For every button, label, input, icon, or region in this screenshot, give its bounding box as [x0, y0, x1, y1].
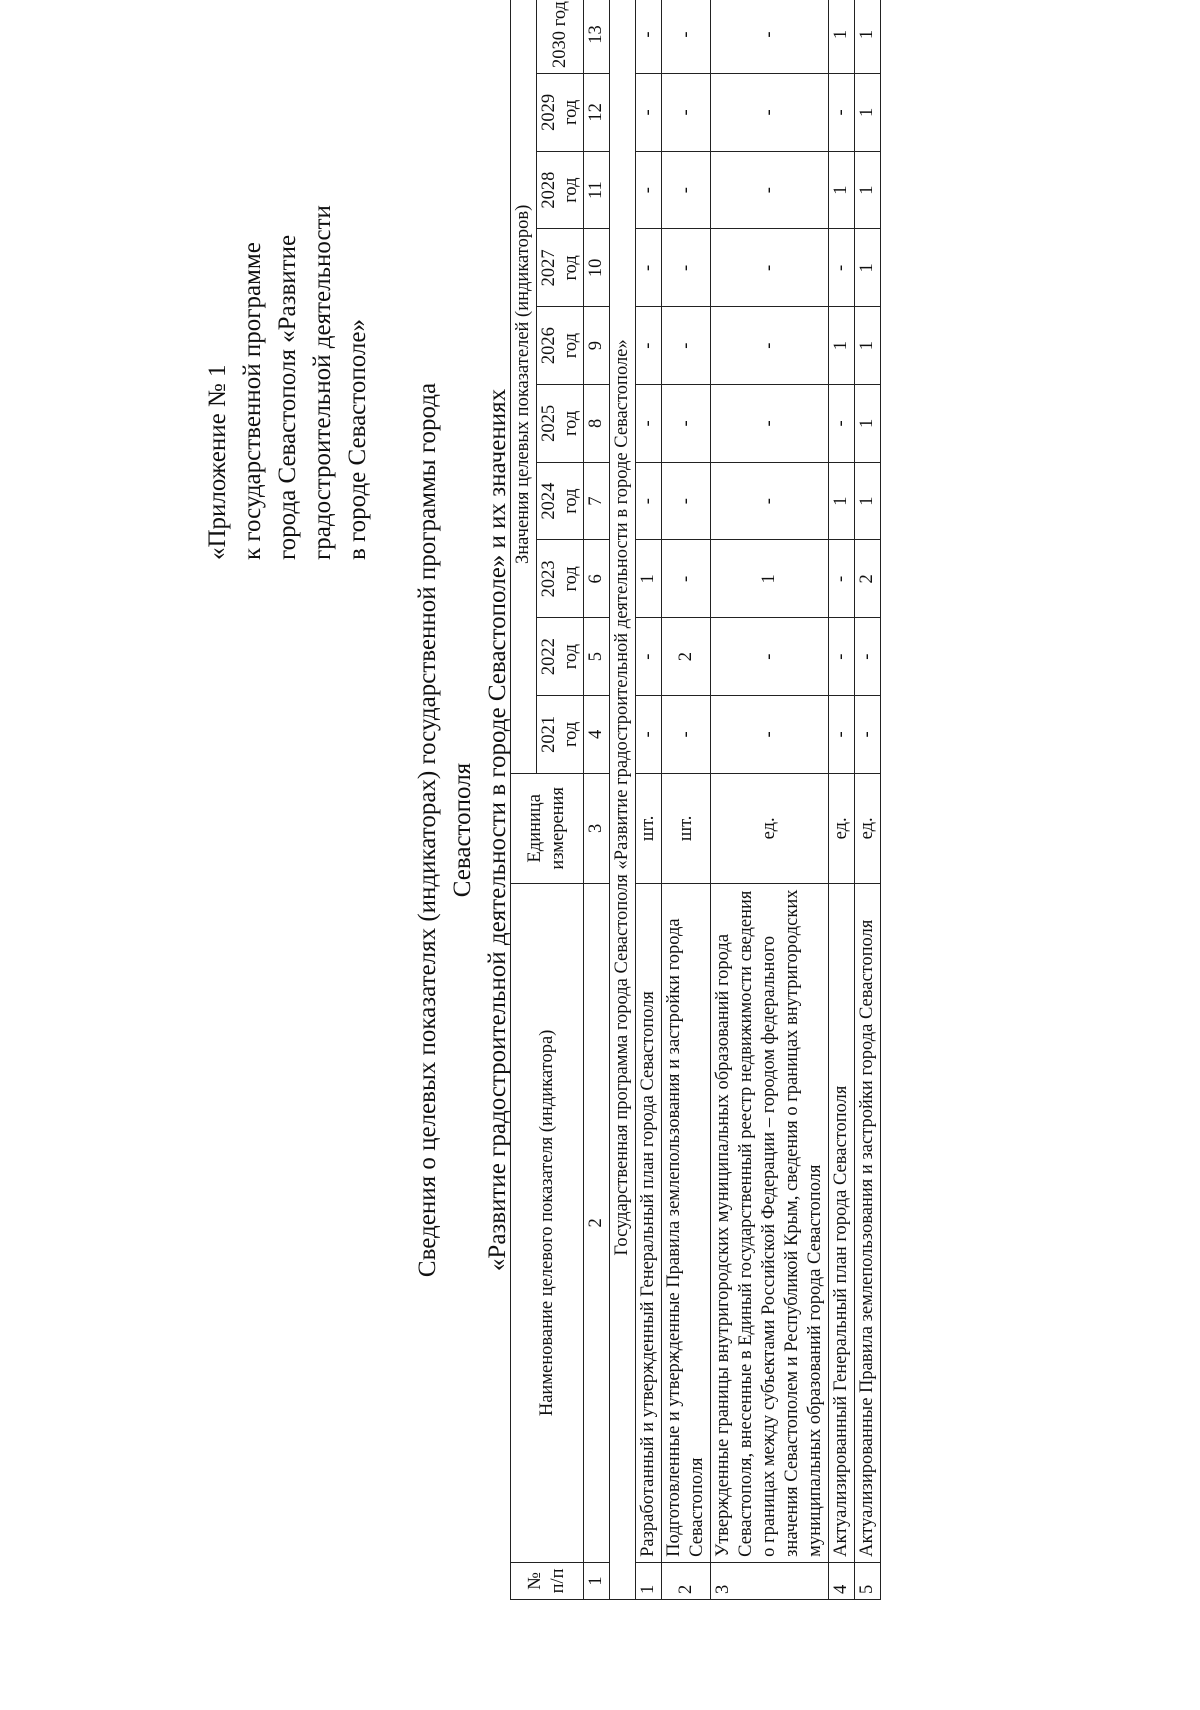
table-row [829, 0, 855, 1600]
row-value: 1 [829, 0, 855, 73]
row-value: - [662, 229, 711, 307]
row-unit: шт. [636, 773, 662, 883]
row-value: - [636, 0, 662, 73]
row-unit: шт. [662, 773, 711, 883]
row-value: - [711, 73, 829, 151]
column-numbers-row [584, 0, 610, 1600]
header-year: 2024 год [537, 462, 584, 540]
row-name: Подготовленные и утвержденные Правила землепользования и застройки города Севастополя [662, 883, 711, 1562]
row-no: 3 [711, 1562, 829, 1599]
row-value: - [829, 384, 855, 462]
row-unit: ед. [855, 773, 881, 883]
row-value: - [636, 73, 662, 151]
column-number: 5 [584, 618, 610, 696]
header-no: № п/п [511, 1562, 584, 1599]
row-value: - [855, 618, 881, 696]
row-value: - [711, 0, 829, 73]
row-value: 1 [855, 384, 881, 462]
title-line-2: «Развитие градостроительной деятельности в городе Севастополе» и их значениях [484, 388, 511, 1272]
row-value: - [711, 618, 829, 696]
header-year: 2025 год [537, 384, 584, 462]
column-number: 12 [584, 73, 610, 151]
header-unit: Единица измерения [511, 773, 584, 883]
row-value: - [662, 695, 711, 773]
row-value: - [662, 384, 711, 462]
row-value: 1 [829, 307, 855, 385]
section-row [610, 0, 636, 1600]
row-value: - [855, 695, 881, 773]
row-name: Актуализированные Правила землепользования и застройки города Севастополя [855, 883, 881, 1562]
row-no: 4 [829, 1562, 855, 1599]
document-title [410, 0, 515, 1710]
row-no: 2 [662, 1562, 711, 1599]
row-value: - [662, 307, 711, 385]
row-value: 1 [855, 0, 881, 73]
row-value: - [829, 229, 855, 307]
column-number: 9 [584, 307, 610, 385]
row-no: 5 [855, 1562, 881, 1599]
row-value: 1 [855, 462, 881, 540]
row-value: - [662, 462, 711, 540]
column-number: 3 [584, 773, 610, 883]
column-number: 11 [584, 151, 610, 229]
header-year: 2021 год [537, 695, 584, 773]
appendix-line: «Приложение № 1 [204, 364, 231, 560]
row-value: - [636, 462, 662, 540]
row-value: - [662, 151, 711, 229]
row-value: 1 [829, 462, 855, 540]
row-value: 1 [829, 151, 855, 229]
column-number: 10 [584, 229, 610, 307]
row-name: Актуализированный Генеральный план города Севастополя [829, 883, 855, 1562]
header-year: 2027 год [537, 229, 584, 307]
appendix-line: градостроительной деятельности [309, 205, 336, 560]
appendix-line: к государственной программе [239, 242, 266, 560]
row-unit: ед. [711, 773, 829, 883]
appendix-line: в городе Севастополе» [344, 319, 371, 560]
header-values-group: Значения целевых показателей (индикаторов) [511, 0, 537, 773]
row-value: 1 [855, 229, 881, 307]
row-value: 2 [855, 540, 881, 618]
table-row [855, 0, 881, 1600]
row-value: - [662, 73, 711, 151]
row-value: - [711, 151, 829, 229]
row-value: - [636, 151, 662, 229]
header-year: 2023 год [537, 540, 584, 618]
row-value: - [829, 695, 855, 773]
header-year: 2028 год [537, 151, 584, 229]
column-number: 7 [584, 462, 610, 540]
row-value: - [711, 307, 829, 385]
table-row [636, 0, 662, 1600]
header-year: 2029 год [537, 73, 584, 151]
row-value: 1 [855, 151, 881, 229]
column-number: 8 [584, 384, 610, 462]
row-value: - [636, 229, 662, 307]
header-year: 2022 год [537, 618, 584, 696]
row-value: - [829, 540, 855, 618]
row-value: - [711, 384, 829, 462]
row-value: - [636, 384, 662, 462]
section-title: Государственная программа города Севастополя «Развитие градостроительной деятельности в городе Севастополе» [610, 0, 636, 1600]
row-value: 2 [662, 618, 711, 696]
column-number: 4 [584, 695, 610, 773]
row-value: - [711, 462, 829, 540]
table-row [662, 0, 711, 1600]
row-value: 1 [855, 73, 881, 151]
title-line-1: Сведения о целевых показателях (индикаторах) государственной программы города Севастополя [414, 382, 476, 1278]
header-year: 2030 год [537, 0, 584, 73]
header-year: 2026 год [537, 307, 584, 385]
row-name: Разработанный и утвержденный Генеральный план города Севастополя [636, 883, 662, 1562]
row-value: - [829, 73, 855, 151]
row-value: - [636, 618, 662, 696]
appendix-line: города Севастополя «Развитие [274, 234, 301, 560]
appendix-heading [200, 60, 375, 560]
row-value: - [636, 307, 662, 385]
row-value: - [662, 540, 711, 618]
header-name: Наименование целевого показателя (индикатора) [511, 883, 584, 1562]
column-number: 13 [584, 0, 610, 73]
row-value: - [662, 0, 711, 73]
indicators-table [510, 0, 881, 1600]
indicators-table-wrapper [510, 0, 881, 1600]
column-number: 2 [584, 883, 610, 1562]
row-value: - [829, 618, 855, 696]
row-value: - [711, 695, 829, 773]
row-unit: ед. [829, 773, 855, 883]
column-number: 1 [584, 1562, 610, 1599]
row-value: 1 [636, 540, 662, 618]
row-name: Утвержденные границы внутригородских муниципальных образований города Севастополя, внесенные в Единый государственный реестр недвижимости сведения о границах между субъектами Российской Федерации – городом федерального значения Севастополем и Республикой Крым, сведения о границах внутригородских муниципальных образований города Севастополя [711, 883, 829, 1562]
row-value: 1 [711, 540, 829, 618]
table-row [711, 0, 829, 1600]
row-no: 1 [636, 1562, 662, 1599]
row-value: - [711, 229, 829, 307]
row-value: 1 [855, 307, 881, 385]
row-value: - [636, 695, 662, 773]
header-row [511, 0, 537, 1600]
column-number: 6 [584, 540, 610, 618]
